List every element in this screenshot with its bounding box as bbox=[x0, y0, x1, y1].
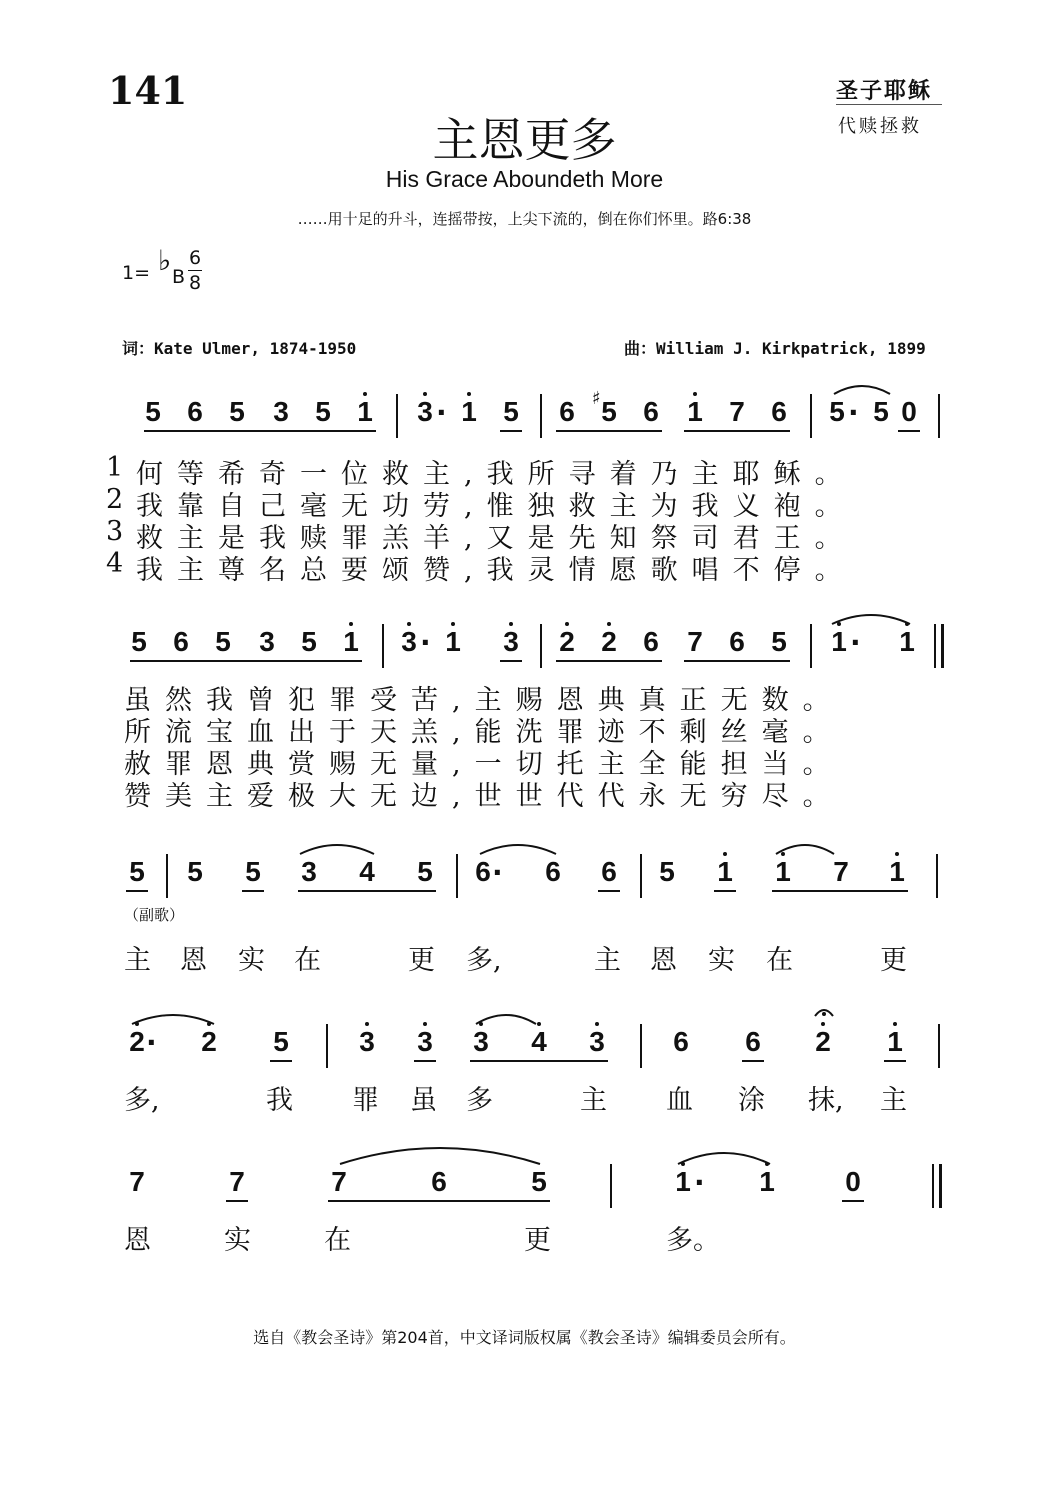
note: 6 bbox=[643, 396, 659, 427]
bar-line bbox=[326, 1024, 328, 1068]
note: 1 bbox=[343, 626, 359, 657]
category-sub: 代赎拯救 bbox=[838, 116, 922, 137]
beam bbox=[500, 660, 522, 662]
key-prefix: 1= bbox=[122, 262, 151, 284]
note: 3 bbox=[473, 1026, 489, 1057]
high-octave-dot bbox=[905, 622, 909, 626]
beam bbox=[842, 1200, 864, 1202]
beam bbox=[298, 890, 436, 892]
beam bbox=[556, 430, 662, 432]
note: 2 bbox=[129, 1026, 145, 1057]
high-octave-dot bbox=[365, 1022, 369, 1026]
lyric-char: 在 bbox=[324, 1225, 351, 1256]
note: 3 bbox=[301, 856, 317, 887]
note: 5 bbox=[829, 396, 845, 427]
lyric-char: 更 bbox=[880, 945, 907, 976]
note: 5 bbox=[229, 396, 245, 427]
note: 6 bbox=[601, 856, 617, 887]
beam bbox=[772, 890, 908, 892]
key-note: B bbox=[172, 266, 186, 288]
lyric-line: 虽然我曾犯罪受苦,主赐恩典真正无数。 bbox=[124, 685, 844, 716]
high-octave-dot bbox=[349, 622, 353, 626]
note: 2 bbox=[559, 626, 575, 657]
slur bbox=[830, 610, 912, 626]
augmentation-dot: · bbox=[694, 1166, 705, 1199]
note: 5 bbox=[417, 856, 433, 887]
beam bbox=[144, 430, 376, 432]
note: 1 bbox=[445, 626, 461, 657]
note: 5 bbox=[301, 626, 317, 657]
double-bar-thin bbox=[932, 1164, 934, 1208]
copyright-footer: 选自《教会圣诗》第204首，中文译词版权属《教会圣诗》编辑委员会所有。 bbox=[253, 1328, 796, 1347]
note: 2 bbox=[815, 1026, 831, 1057]
high-octave-dot bbox=[821, 1022, 825, 1026]
high-octave-dot bbox=[509, 622, 513, 626]
time-sig-top: 6 bbox=[188, 247, 202, 269]
note: 7 bbox=[229, 1166, 245, 1197]
slur bbox=[130, 1010, 216, 1026]
beam bbox=[414, 1060, 436, 1062]
time-sig-bottom: 8 bbox=[188, 272, 202, 294]
augmentation-dot: · bbox=[420, 626, 431, 659]
lyric-char: 多, bbox=[124, 1085, 160, 1116]
note: 2 bbox=[201, 1026, 217, 1057]
lyric-char: 在 bbox=[766, 945, 793, 976]
lyric-line: 我靠自己毫无功劳,惟独救主为我义袍。 bbox=[136, 491, 856, 522]
note: 6 bbox=[545, 856, 561, 887]
bar-line bbox=[540, 624, 542, 668]
note: 1 bbox=[357, 396, 373, 427]
beam bbox=[126, 890, 148, 892]
note: 5 bbox=[601, 396, 617, 427]
lyric-line: 何等希奇一位救主,我所寻着乃主耶稣。 bbox=[136, 459, 856, 490]
slur bbox=[298, 840, 376, 856]
hymn-number: 141 bbox=[108, 68, 188, 113]
note: 3 bbox=[589, 1026, 605, 1057]
bar-line bbox=[938, 394, 940, 438]
note: 6 bbox=[559, 396, 575, 427]
high-octave-dot bbox=[479, 1022, 483, 1026]
high-octave-dot bbox=[607, 622, 611, 626]
bar-line bbox=[640, 1024, 642, 1068]
note: 5 bbox=[129, 856, 145, 887]
note: 6 bbox=[643, 626, 659, 657]
note: 6 bbox=[431, 1166, 447, 1197]
note: 1 bbox=[687, 396, 703, 427]
high-octave-dot bbox=[781, 852, 785, 856]
augmentation-dot: · bbox=[146, 1026, 157, 1059]
lyric-line: 赦罪恩典赏赐无量,一切托主全能担当。 bbox=[124, 749, 844, 780]
lyric-char: 罪 bbox=[352, 1085, 379, 1116]
note: 6 bbox=[729, 626, 745, 657]
note: 3 bbox=[259, 626, 275, 657]
beam bbox=[130, 660, 362, 662]
beam bbox=[898, 430, 920, 432]
verse-number: 4 bbox=[106, 548, 124, 579]
augmentation-dot: · bbox=[492, 856, 503, 889]
high-octave-dot bbox=[765, 1162, 769, 1166]
bar-line bbox=[396, 394, 398, 438]
high-octave-dot bbox=[595, 1022, 599, 1026]
note: 3 bbox=[401, 626, 417, 657]
note: 7 bbox=[687, 626, 703, 657]
key-flat: ♭ bbox=[158, 244, 172, 277]
slur bbox=[832, 382, 892, 396]
note: 6 bbox=[673, 1026, 689, 1057]
note: 1 bbox=[899, 626, 915, 657]
bar-line bbox=[810, 394, 812, 438]
lyric-line: 所流宝血出于天羔,能洗罪迹不剩丝毫。 bbox=[124, 717, 844, 748]
double-bar-thick bbox=[939, 1164, 942, 1208]
augmentation-dot: · bbox=[850, 626, 861, 659]
note: 6 bbox=[771, 396, 787, 427]
bar-line bbox=[540, 394, 542, 438]
slur bbox=[474, 1010, 538, 1026]
note: 7 bbox=[833, 856, 849, 887]
note: 5 bbox=[659, 856, 675, 887]
lyric-char: 恩 bbox=[124, 1225, 151, 1256]
slur bbox=[676, 1148, 772, 1166]
lyric-char: 虽 bbox=[410, 1085, 437, 1116]
sharp-sign: ♯ bbox=[592, 388, 601, 409]
beam bbox=[226, 1200, 248, 1202]
lyric-char: 多。 bbox=[666, 1225, 720, 1256]
lyric-line: 救主是我赎罪羔羊,又是先知祭司君王。 bbox=[136, 523, 856, 554]
note: 4 bbox=[359, 856, 375, 887]
note: 5 bbox=[531, 1166, 547, 1197]
note: 3 bbox=[273, 396, 289, 427]
slur bbox=[478, 840, 558, 856]
note: 0 bbox=[845, 1166, 861, 1197]
title-chinese: 主恩更多 bbox=[432, 113, 617, 167]
note: 3 bbox=[359, 1026, 375, 1057]
fermata-icon bbox=[812, 1004, 836, 1018]
note: 1 bbox=[675, 1166, 691, 1197]
augmentation-dot: · bbox=[848, 396, 859, 429]
beam bbox=[270, 1060, 292, 1062]
bar-line bbox=[936, 854, 938, 898]
lyric-char: 主 bbox=[880, 1085, 907, 1116]
note: 1 bbox=[775, 856, 791, 887]
note: 1 bbox=[717, 856, 733, 887]
chorus-label: （副歌） bbox=[124, 906, 185, 924]
verse-number: 3 bbox=[106, 516, 124, 547]
beam bbox=[598, 890, 620, 892]
note: 7 bbox=[331, 1166, 347, 1197]
bar-line bbox=[610, 1164, 612, 1208]
beam bbox=[742, 1060, 764, 1062]
note: 3 bbox=[503, 626, 519, 657]
bar-line bbox=[810, 624, 812, 668]
high-octave-dot bbox=[537, 1022, 541, 1026]
bar-line bbox=[166, 854, 168, 898]
high-octave-dot bbox=[565, 622, 569, 626]
beam bbox=[684, 430, 790, 432]
note: 6 bbox=[187, 396, 203, 427]
note: 5 bbox=[131, 626, 147, 657]
title-english: His Grace Aboundeth More bbox=[385, 166, 664, 192]
high-octave-dot bbox=[837, 622, 841, 626]
category-main: 圣子耶稣 bbox=[836, 78, 933, 104]
slur bbox=[338, 1144, 542, 1166]
double-bar-thin bbox=[934, 624, 936, 668]
scripture-verse: ……用十足的升斗，连摇带按，上尖下流的，倒在你们怀里。路6:38 bbox=[297, 210, 752, 228]
high-octave-dot bbox=[467, 392, 471, 396]
note: 1 bbox=[461, 396, 477, 427]
lyric-char: 实 bbox=[238, 945, 265, 976]
lyric-char: 更 bbox=[524, 1225, 551, 1256]
composer-credit: 曲：William J. Kirkpatrick, 1899 bbox=[624, 339, 926, 358]
note: 3 bbox=[417, 1026, 433, 1057]
lyric-line: 赞美主爱极大无边,世世代代永无穷尽。 bbox=[124, 781, 844, 812]
high-octave-dot bbox=[423, 392, 427, 396]
lyric-char: 更 bbox=[408, 945, 435, 976]
note: 0 bbox=[901, 396, 917, 427]
beam bbox=[500, 430, 522, 432]
lyric-char: 恩 bbox=[650, 945, 677, 976]
lyric-char: 主 bbox=[580, 1085, 607, 1116]
lyric-char: 多, bbox=[466, 945, 502, 976]
verse-number: 1 bbox=[106, 452, 124, 483]
note: 1 bbox=[759, 1166, 775, 1197]
lyric-char: 多 bbox=[466, 1085, 493, 1116]
note: 5 bbox=[145, 396, 161, 427]
note: 1 bbox=[889, 856, 905, 887]
bar-line bbox=[640, 854, 642, 898]
note: 7 bbox=[129, 1166, 145, 1197]
note: 5 bbox=[771, 626, 787, 657]
beam bbox=[884, 1060, 906, 1062]
note: 5 bbox=[215, 626, 231, 657]
high-octave-dot bbox=[207, 1022, 211, 1026]
high-octave-dot bbox=[893, 1022, 897, 1026]
high-octave-dot bbox=[423, 1022, 427, 1026]
note: 5 bbox=[503, 396, 519, 427]
high-octave-dot bbox=[723, 852, 727, 856]
bar-line bbox=[938, 1024, 940, 1068]
lyric-char: 主 bbox=[124, 945, 151, 976]
lyric-char: 血 bbox=[666, 1085, 693, 1116]
bar-line bbox=[456, 854, 458, 898]
note: 1 bbox=[887, 1026, 903, 1057]
note: 5 bbox=[187, 856, 203, 887]
high-octave-dot bbox=[407, 622, 411, 626]
verse-number: 2 bbox=[106, 484, 124, 515]
note: 6 bbox=[745, 1026, 761, 1057]
high-octave-dot bbox=[681, 1162, 685, 1166]
note: 5 bbox=[245, 856, 261, 887]
high-octave-dot bbox=[693, 392, 697, 396]
bar-line bbox=[382, 624, 384, 668]
time-signature bbox=[188, 246, 202, 295]
augmentation-dot: · bbox=[436, 396, 447, 429]
double-bar-thick bbox=[941, 624, 944, 668]
lyric-char: 恩 bbox=[180, 945, 207, 976]
lyric-char: 我 bbox=[266, 1085, 293, 1116]
beam bbox=[684, 660, 790, 662]
lyric-char: 在 bbox=[294, 945, 321, 976]
beam bbox=[328, 1200, 550, 1202]
lyric-char: 涂 bbox=[738, 1085, 765, 1116]
lyric-char: 抹, bbox=[808, 1085, 844, 1116]
beam bbox=[556, 660, 662, 662]
note: 4 bbox=[531, 1026, 547, 1057]
note: 6 bbox=[475, 856, 491, 887]
note: 7 bbox=[729, 396, 745, 427]
note: 1 bbox=[831, 626, 847, 657]
lyric-line: 我主尊名总要颂赞,我灵情愿歌唱不停。 bbox=[136, 555, 856, 586]
lyric-char: 主 bbox=[594, 945, 621, 976]
note: 5 bbox=[273, 1026, 289, 1057]
beam bbox=[470, 1060, 608, 1062]
high-octave-dot bbox=[135, 1022, 139, 1026]
beam bbox=[714, 890, 736, 892]
note: 2 bbox=[601, 626, 617, 657]
note: 5 bbox=[315, 396, 331, 427]
high-octave-dot bbox=[895, 852, 899, 856]
lyricist-credit: 词：Kate Ulmer, 1874-1950 bbox=[122, 339, 357, 358]
note: 5 bbox=[873, 396, 889, 427]
lyric-char: 实 bbox=[224, 1225, 251, 1256]
note: 3 bbox=[417, 396, 433, 427]
high-octave-dot bbox=[451, 622, 455, 626]
lyric-char: 实 bbox=[708, 945, 735, 976]
high-octave-dot bbox=[363, 392, 367, 396]
beam bbox=[242, 890, 264, 892]
note: 6 bbox=[173, 626, 189, 657]
